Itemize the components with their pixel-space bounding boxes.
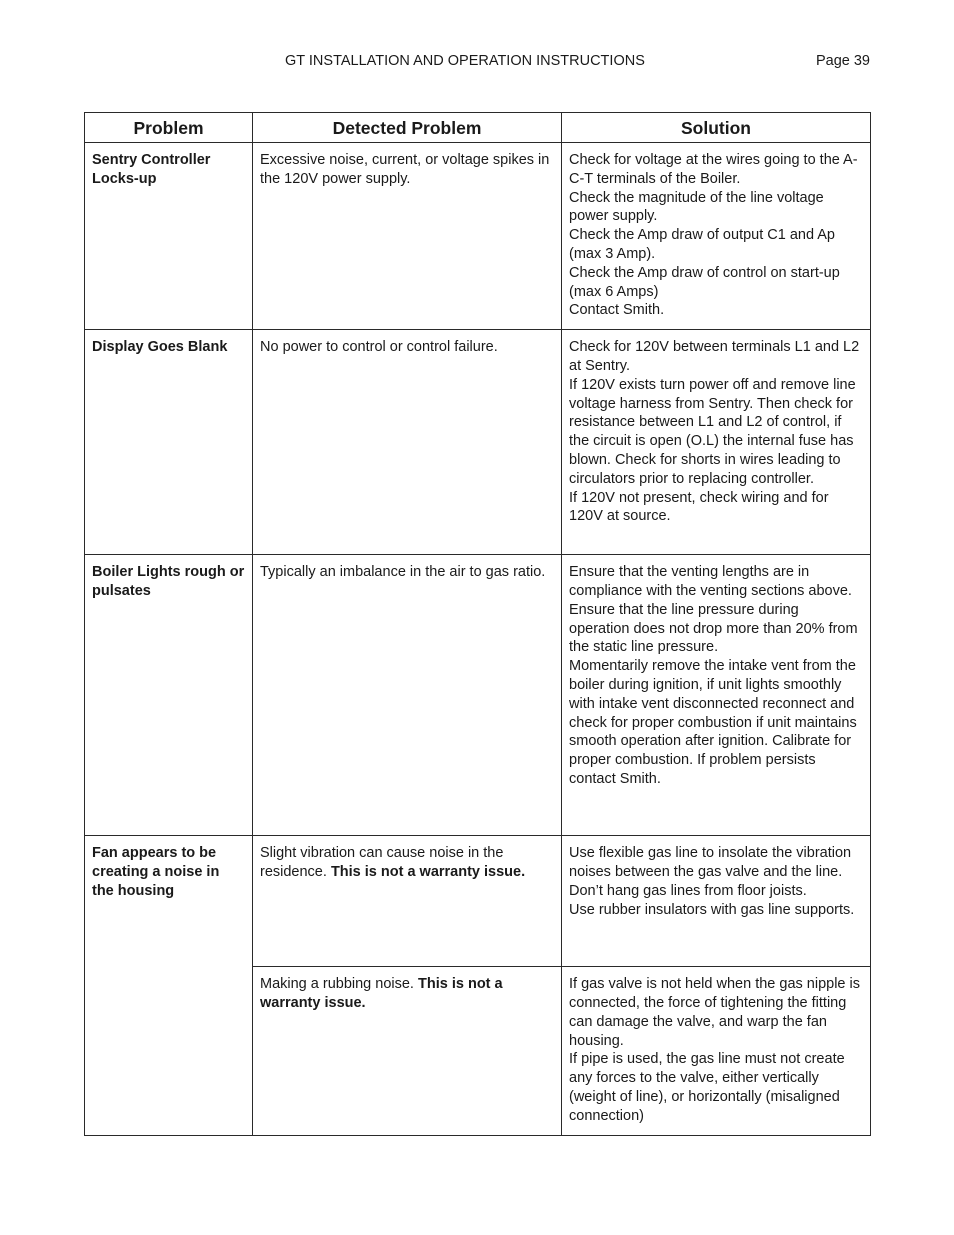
table-row [85, 330, 871, 555]
page-header [0, 53, 954, 73]
solution-line: Check the Amp draw of output C1 and Ap (max 3 Amp). [569, 227, 835, 262]
solution-line: Don’t hang gas lines from floor joists. [569, 882, 807, 899]
solution-cell [562, 330, 871, 555]
solution-line: If 120V not present, check wiring and for 120V at source. [569, 489, 829, 525]
table-header-row [85, 113, 871, 143]
warranty-note: This is not a warranty issue. [260, 976, 503, 1011]
solution-line: If gas valve is not held when the gas nipple is connected, the force of tightening the fitting can damage the valve, and warp the fan housing. [569, 976, 860, 1049]
solution-line: If 120V exists turn power off and remove line voltage harness from Sentry. Then check for resistance between L1 and L2 of control, if the circuit is open (O.L) the internal fuse has blown. Check for shorts in wires leading to circulators prior to replacing controller. [569, 376, 856, 487]
detected-problem-cell: No power to control or control failure. [253, 330, 562, 555]
detected-problem-cell: Excessive noise, current, or voltage spikes in the 120V power supply. [253, 143, 562, 330]
document-title: GT INSTALLATION AND OPERATION INSTRUCTIONS [285, 53, 645, 69]
problem-label: Display Goes Blank [92, 339, 228, 356]
solution-line: If pipe is used, the gas line must not create any forces to the valve, either vertically (weight of line), or horizontally (misaligned connection) [569, 1051, 845, 1124]
solution-line: Momentarily remove the intake vent from the boiler during ignition, if unit lights smoothly with intake vent disconnected reconnect and check for proper combustion if unit maintains smooth operation after ignition. Calibrate for proper combustion. If problem persists contact Smith. [569, 658, 857, 787]
column-header-problem: Problem [85, 113, 253, 143]
solution-line: Check the Amp draw of control on start-up (max 6 Amps) [569, 264, 840, 300]
problem-cell [85, 330, 253, 555]
problem-cell [85, 143, 253, 330]
detected-text: Slight vibration can cause noise in the residence. [260, 845, 504, 880]
problem-cell [85, 555, 253, 836]
table-row [85, 555, 871, 836]
solution-line: Use rubber insulators with gas line supports. [569, 901, 855, 918]
solution-cell [562, 836, 871, 967]
solution-line: Ensure that the venting lengths are in compliance with the venting sections above. [569, 564, 852, 599]
solution-line: Check the magnitude of the line voltage power supply. [569, 189, 824, 225]
solution-line: Ensure that the line pressure during operation does not drop more than 20% from the static line pressure. [569, 601, 858, 656]
column-header-solution: Solution [562, 113, 871, 143]
solution-cell [562, 143, 871, 330]
problem-cell [85, 836, 253, 1136]
solution-line: Check for 120V between terminals L1 and L2 at Sentry. [569, 339, 860, 374]
problem-label: Fan appears to be creating a noise in the housing [92, 845, 220, 899]
table-row [85, 143, 871, 330]
detected-problem-cell [253, 967, 562, 1136]
table-row [85, 836, 871, 967]
problem-label: Boiler Lights rough or pulsates [92, 564, 245, 599]
column-header-detected-problem: Detected Problem [253, 113, 562, 143]
problem-label: Sentry Controller Locks-up [92, 152, 211, 187]
warranty-note: This is not a warranty issue. [330, 863, 526, 880]
solution-line: Check for voltage at the wires going to the A-C-T terminals of the Boiler. [569, 152, 858, 187]
detected-text: Making a rubbing noise. [260, 976, 414, 993]
solution-cell [562, 967, 871, 1136]
detected-problem-cell: Typically an imbalance in the air to gas ratio. [253, 555, 562, 836]
solution-line: Contact Smith. [569, 302, 665, 319]
troubleshooting-table [84, 112, 871, 1136]
page-number: Page 39 [815, 53, 870, 69]
solution-cell [562, 555, 871, 836]
detected-problem-cell [253, 836, 562, 967]
solution-line: Use flexible gas line to insolate the vibration noises between the gas valve and the line. [569, 845, 852, 880]
